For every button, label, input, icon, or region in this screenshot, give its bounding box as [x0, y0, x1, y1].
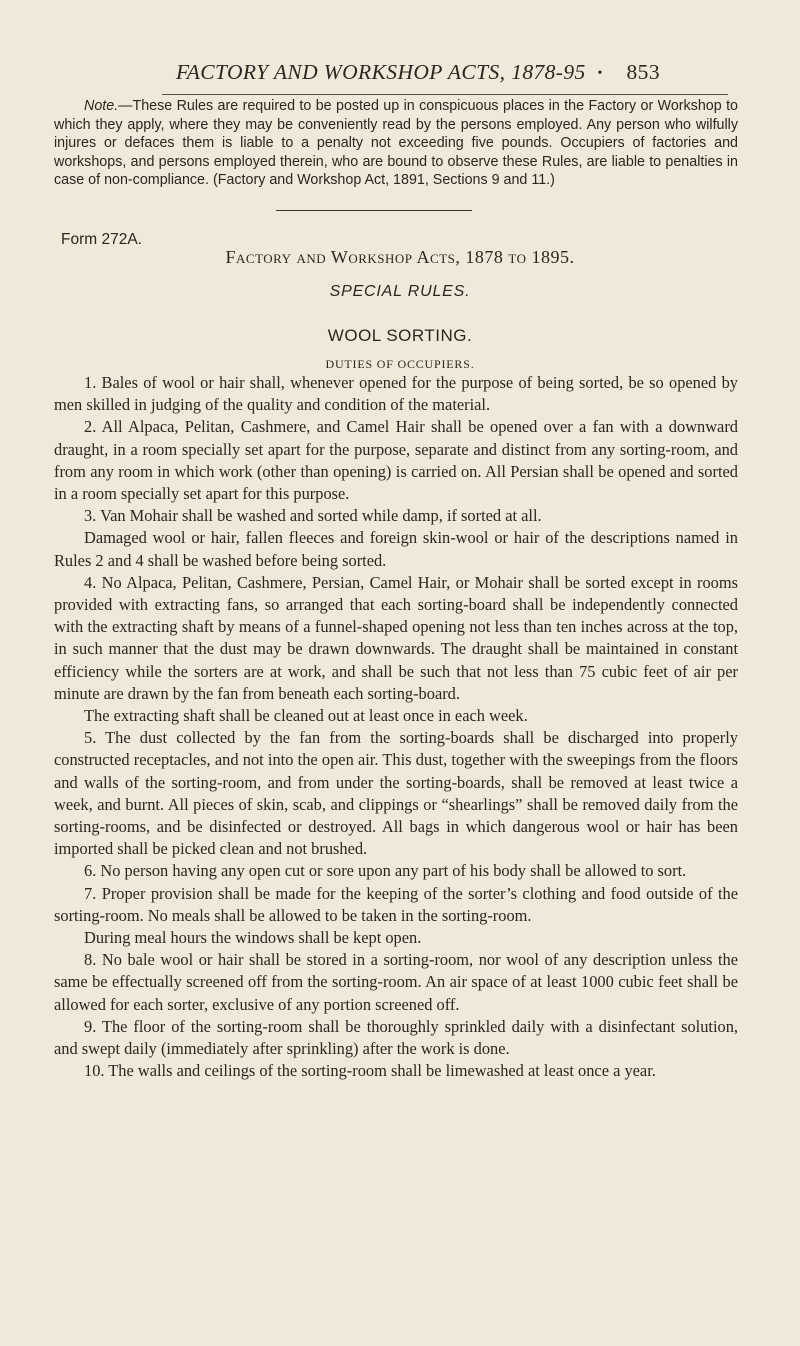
note-paragraph [54, 97, 738, 190]
acts-title: Factory and Workshop Acts, 1878 to 1895. [225, 247, 575, 267]
running-head [176, 60, 736, 85]
header-rule [162, 94, 728, 95]
rule-paragraph: During meal hours the windows shall be kept open. [84, 928, 422, 948]
rule-paragraph: 5. The dust collected by the fan from the sorting-boards shall be discharged into properly constructed receptacles, and not into the open air. This dust, together with the sweepings from the floors and walls of the sorting-room, and from under the sorting-boards, shall be removed at least twice a week, and burnt. All pieces of skin, scab, and clippings or “shearlings” shall be removed daily from the sorting-rooms, and be disinfected or destroyed. All bags in which dangerous wool or hair has been imported shall be picked clean and not brushed. [54, 728, 738, 859]
page-number: 853 [626, 60, 660, 84]
section-divider [276, 210, 472, 211]
rule-paragraph: 7. Proper provision shall be made for the keeping of the sorter’s clothing and food outside of the sorting-room. No meals shall be allowed to be taken in the sorting-room. [54, 883, 738, 925]
rule-paragraph: 8. No bale wool or hair shall be stored in a sorting-room, nor wool of any description unless the same be effectually screened off from the sorting-room. An air space of at least 1000 cubic feet shall be allowed for each sorter, exclusive of any portion screened off. [54, 950, 738, 1014]
rule-paragraph: 2. All Alpaca, Pelitan, Cashmere, and Camel Hair shall be opened over a fan with a downward draught, in a room specially set apart for the purpose, separate and distinct from any sorting-room, and from any room in which work (other than opening) is carried on. All Persian shall be opened and sorted in a room specially set apart for this purpose. [54, 417, 738, 504]
running-head-years: 1878-95 [511, 60, 586, 84]
subsection-title: DUTIES OF OCCUPIERS. [325, 357, 475, 371]
rule-paragraph: 4. No Alpaca, Pelitan, Cashmere, Persian, Camel Hair, or Mohair shall be sorted except in rooms provided with extracting fans, so arranged that each sorting-board shall be independently connected with the extracting shaft by means of a funnel-shaped opening not less than ten inches across at the top, in such manner that the dust may be drawn downwards. The draught shall be maintained in constant efficiency while the sorters are at work, and shall be such that not less than 75 cubic feet of air per minute are drawn by the fan from beneath each sorting-board. [54, 572, 738, 703]
form-number: Form 272A. [61, 231, 142, 248]
note-text: —These Rules are required to be posted up in conspicuous places in the Factory or Workshop to which they apply, where they may be conveniently read by the persons employed. Any person who wilfully injures or defaces them is liable to a penalty not exceeding five pounds. Occupiers of factories and workshops, and persons employed therein, who are bound to observe these Rules, are liable to penalties in case of non-compliance. (Factory and Workshop Act, 1891, Sections 9 and 11.) [54, 98, 738, 189]
rule-paragraph: 3. Van Mohair shall be washed and sorted while damp, if sorted at all. [84, 506, 542, 526]
rule-paragraph: 6. No person having any open cut or sore upon any part of his body shall be allowed to sort. [84, 861, 687, 881]
note-label: Note. [84, 98, 119, 114]
section-title: WOOL SORTING. [327, 326, 473, 345]
rule-paragraph: 10. The walls and ceilings of the sorting-room shall be limewashed at least once a year. [84, 1061, 656, 1081]
running-head-title: FACTORY AND WORKSHOP ACTS, [176, 60, 506, 84]
rule-paragraph: 9. The floor of the sorting-room shall be thoroughly sprinkled daily with a disinfectant solution, and swept daily (immediately after sprinkling) after the work is done. [54, 1016, 738, 1059]
running-head-separator: • [597, 66, 603, 82]
special-rules-heading: SPECIAL RULES. [329, 283, 471, 300]
rules-list [54, 372, 738, 1083]
rule-paragraph: The extracting shaft shall be cleaned out at least once in each week. [84, 706, 528, 726]
rule-paragraph: Damaged wool or hair, fallen fleeces and foreign skin-wool or hair of the descriptions named in Rules 2 and 4 shall be washed before being sorted. [54, 528, 738, 570]
rule-paragraph: 1. Bales of wool or hair shall, whenever opened for the purpose of being sorted, be so opened by men skilled in judging of the quality and condition of the material. [54, 373, 738, 415]
